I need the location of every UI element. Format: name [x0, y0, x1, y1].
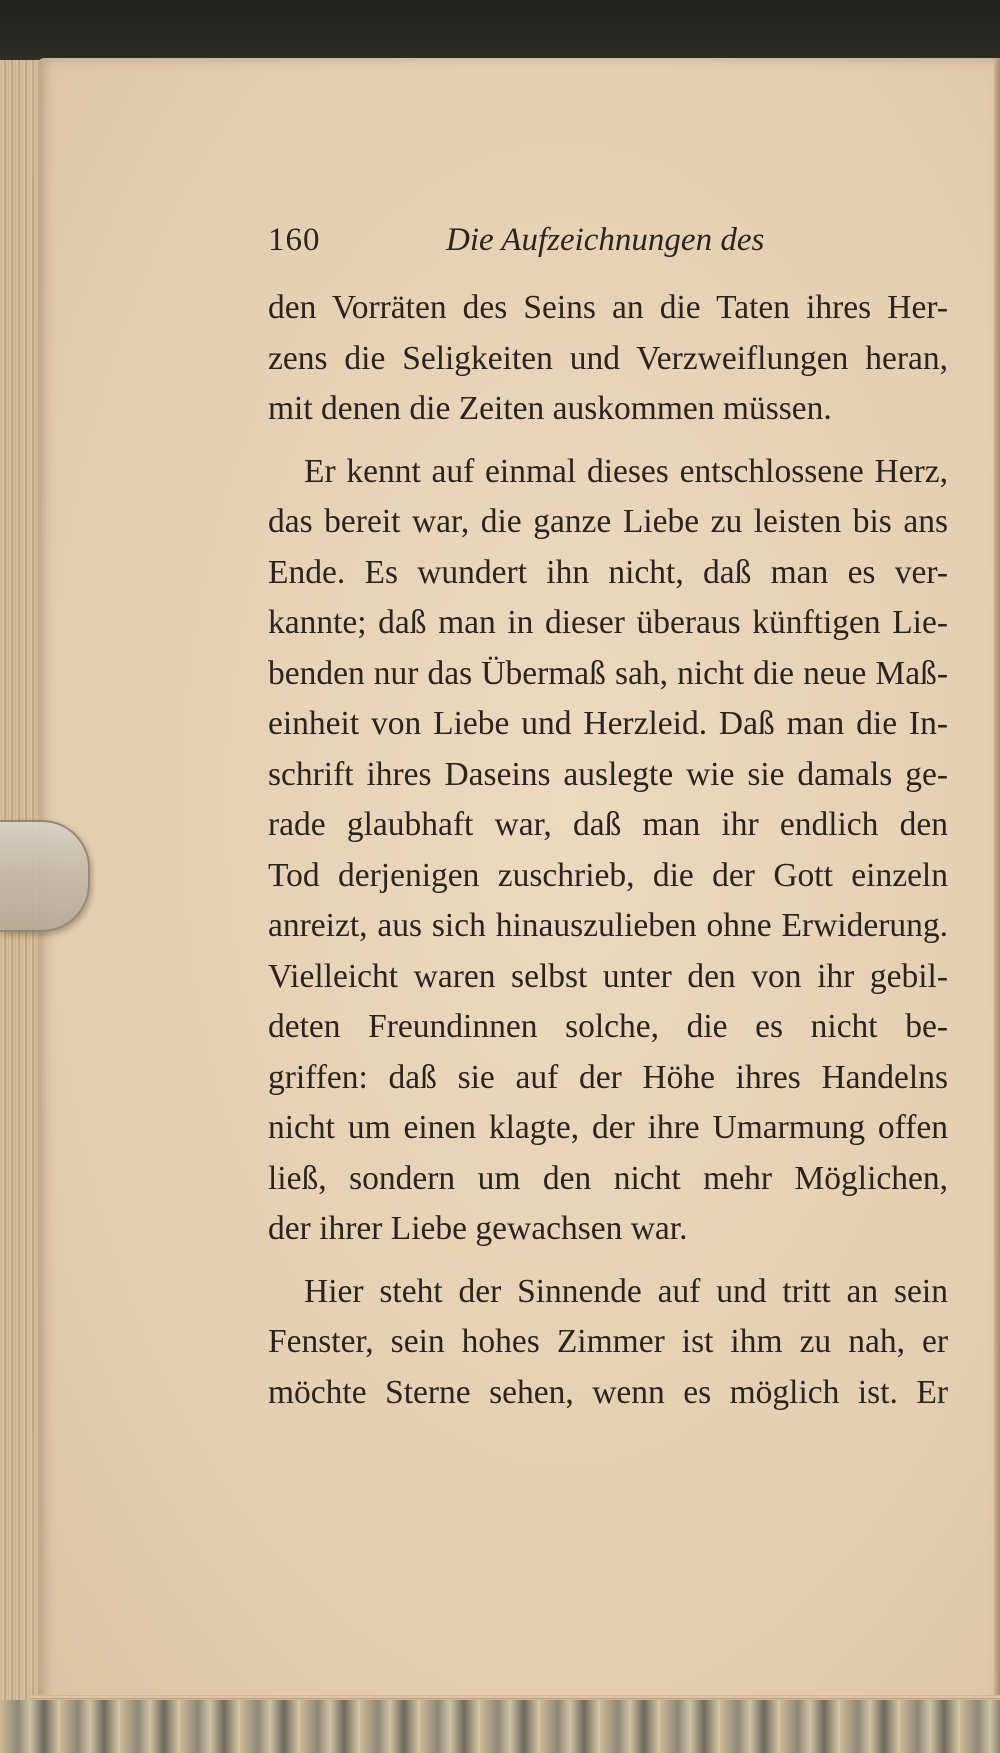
text-line: ließ, sondern um den nicht mehr Möglichen, [268, 1159, 948, 1197]
paragraph-2 [268, 447, 948, 1255]
page-right-edge [994, 58, 1000, 1718]
paragraph-gap [268, 435, 948, 447]
text-line: nicht um einen klagte, der ihre Umarmung offen [268, 1109, 948, 1146]
text-line: Ende. Es wundert ihn nicht, daß man es ver- [268, 553, 948, 591]
page-number: 160 [268, 222, 321, 258]
text-line: Er kennt auf einmal dieses entschlossene Herz, [304, 452, 948, 490]
text-line: den Vorräten des Seins an die Taten ihres Her- [268, 289, 948, 326]
text-line: der ihrer Liebe gewachsen war. [268, 1210, 688, 1247]
text-line: Fenster, sein hohes Zimmer ist ihm zu nah, er [268, 1323, 948, 1360]
running-title: Die Aufzeichnungen des [446, 222, 765, 258]
text-line: mit denen die Zeiten auskommen müssen. [268, 390, 832, 427]
scan-background-bottom [0, 1700, 1000, 1753]
text-line: anreizt, aus sich hinauszulieben ohne Erwiderung. [268, 907, 948, 944]
text-line: kannte; daß man in dieser überaus künftigen Lie- [268, 604, 948, 641]
text-line: griffen: daß sie auf der Höhe ihres Handelns [268, 1058, 948, 1096]
text-line: rade glaubhaft war, daß man ihr endlich den [268, 806, 948, 843]
page-clip [0, 820, 90, 932]
text-line: einheit von Liebe und Herzleid. Daß man die In- [268, 705, 948, 742]
text-line: Hier steht der Sinnende auf und tritt an sein [304, 1272, 948, 1310]
paragraph-1 [268, 283, 948, 435]
text-line: Tod derjenigen zuschrieb, die der Gott einzeln [268, 856, 948, 894]
text-line: deten Freundinnen solche, die es nicht be- [268, 1008, 948, 1045]
paragraph-gap [268, 1255, 948, 1267]
text-line: Vielleicht waren selbst unter den von ihr gebil- [268, 957, 948, 995]
body-text [268, 283, 948, 1418]
text-line: schrift ihres Daseins auslegte wie sie damals ge- [268, 755, 948, 793]
paragraph-3 [268, 1267, 948, 1419]
text-line: möchte Sterne sehen, wenn es möglich ist. Er [268, 1373, 948, 1411]
text-line: das bereit war, die ganze Liebe zu leisten bis ans [268, 503, 948, 540]
running-header [268, 222, 928, 272]
text-line: benden nur das Übermaß sah, nicht die neue Maß- [268, 654, 948, 692]
text-line: zens die Seligkeiten und Verzweiflungen heran, [268, 339, 948, 377]
